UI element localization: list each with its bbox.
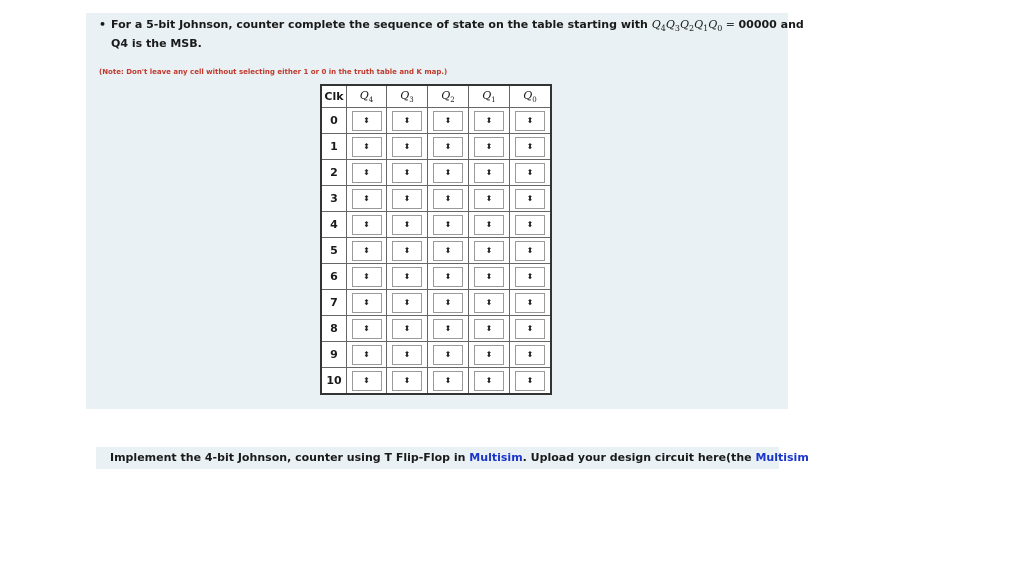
- table-row: [321, 264, 551, 290]
- state-select[interactable]: [515, 163, 545, 183]
- johnson-truth-table: [320, 84, 552, 395]
- state-select[interactable]: [515, 345, 545, 365]
- q3-cell: [387, 264, 428, 290]
- select-arrows-icon: ⬍: [526, 219, 534, 229]
- select-arrows-icon: ⬍: [403, 271, 411, 281]
- state-select[interactable]: [352, 163, 382, 183]
- q0-cell: [510, 368, 552, 395]
- state-select[interactable]: [474, 111, 504, 131]
- q2-cell: [428, 316, 469, 342]
- q2-cell: [428, 238, 469, 264]
- select-arrows-icon: ⬍: [403, 323, 411, 333]
- select-arrows-icon: ⬍: [403, 193, 411, 203]
- state-select[interactable]: [392, 319, 422, 339]
- select-arrows-icon: ⬍: [363, 193, 370, 203]
- q2-cell: [428, 342, 469, 368]
- clk-value: 2: [321, 160, 347, 186]
- select-arrows-icon: ⬍: [403, 167, 411, 177]
- q4-cell: [347, 212, 387, 238]
- table-body: [321, 108, 551, 395]
- state-select[interactable]: [515, 215, 545, 235]
- table-row: [321, 290, 551, 316]
- q4-cell: [347, 186, 387, 212]
- select-arrows-icon: ⬍: [403, 375, 411, 385]
- q4-cell: [347, 316, 387, 342]
- q1-cell: [469, 316, 510, 342]
- q1-cell: [469, 108, 510, 134]
- q1-cell: [469, 342, 510, 368]
- state-select[interactable]: [392, 111, 422, 131]
- select-arrows-icon: ⬍: [485, 271, 493, 281]
- select-arrows-icon: ⬍: [485, 115, 493, 125]
- state-select[interactable]: [515, 189, 545, 209]
- q1-cell: [469, 212, 510, 238]
- select-arrows-icon: ⬍: [444, 219, 452, 229]
- state-select[interactable]: [474, 267, 504, 287]
- state-select[interactable]: [474, 137, 504, 157]
- state-select[interactable]: [474, 293, 504, 313]
- select-arrows-icon: ⬍: [485, 375, 493, 385]
- state-select[interactable]: [433, 267, 463, 287]
- q3-cell: [387, 368, 428, 395]
- q2-cell: [428, 134, 469, 160]
- state-select[interactable]: [392, 189, 422, 209]
- q2-cell: [428, 212, 469, 238]
- q3-cell: [387, 342, 428, 368]
- note-text: (Note: Don't leave any cell without selecting either 1 or 0 in the truth table and K map.): [99, 68, 448, 76]
- state-select[interactable]: [433, 189, 463, 209]
- state-select[interactable]: [352, 215, 382, 235]
- clk-value: 1: [321, 134, 347, 160]
- table-row: [321, 134, 551, 160]
- state-select[interactable]: [474, 163, 504, 183]
- q1-cell: [469, 134, 510, 160]
- state-select[interactable]: [352, 241, 382, 261]
- select-arrows-icon: ⬍: [363, 245, 370, 255]
- state-select[interactable]: [433, 137, 463, 157]
- select-arrows-icon: ⬍: [526, 193, 534, 203]
- state-select[interactable]: [433, 371, 463, 391]
- q4-cell: [347, 290, 387, 316]
- state-select[interactable]: [392, 345, 422, 365]
- state-select[interactable]: [474, 241, 504, 261]
- select-arrows-icon: ⬍: [444, 245, 452, 255]
- q2-cell: [428, 108, 469, 134]
- q4-cell: [347, 264, 387, 290]
- select-arrows-icon: ⬍: [363, 219, 370, 229]
- state-select[interactable]: [515, 319, 545, 339]
- state-select[interactable]: [433, 345, 463, 365]
- q0-cell: [510, 290, 552, 316]
- q3-cell: [387, 212, 428, 238]
- select-arrows-icon: ⬍: [403, 297, 411, 307]
- q2-cell: [428, 290, 469, 316]
- state-select[interactable]: [433, 293, 463, 313]
- q3-cell: [387, 134, 428, 160]
- bullet: •: [99, 18, 107, 31]
- clk-value: 7: [321, 290, 347, 316]
- table-row: [321, 342, 551, 368]
- q1-cell: [469, 290, 510, 316]
- select-arrows-icon: ⬍: [403, 349, 411, 359]
- q1-header: $Q_1$: [469, 85, 510, 108]
- q3-cell: [387, 108, 428, 134]
- state-select[interactable]: [515, 267, 545, 287]
- select-arrows-icon: ⬍: [363, 349, 370, 359]
- select-arrows-icon: ⬍: [444, 271, 452, 281]
- q3-cell: [387, 316, 428, 342]
- select-arrows-icon: ⬍: [526, 167, 534, 177]
- select-arrows-icon: ⬍: [363, 141, 370, 151]
- select-arrows-icon: ⬍: [526, 141, 534, 151]
- state-select[interactable]: [474, 189, 504, 209]
- q1-cell: [469, 368, 510, 395]
- select-arrows-icon: ⬍: [444, 141, 452, 151]
- q4-cell: [347, 134, 387, 160]
- state-select[interactable]: [433, 215, 463, 235]
- state-select[interactable]: [352, 137, 382, 157]
- select-arrows-icon: ⬍: [444, 167, 452, 177]
- state-select[interactable]: [352, 319, 382, 339]
- select-arrows-icon: ⬍: [526, 349, 534, 359]
- clk-value: 5: [321, 238, 347, 264]
- state-select[interactable]: [392, 241, 422, 261]
- clk-value: 10: [321, 368, 347, 395]
- q0-cell: [510, 134, 552, 160]
- state-select[interactable]: [392, 137, 422, 157]
- q3-cell: [387, 290, 428, 316]
- state-select[interactable]: [433, 111, 463, 131]
- q0-cell: [510, 238, 552, 264]
- q1-cell: [469, 238, 510, 264]
- clk-value: 8: [321, 316, 347, 342]
- state-select[interactable]: [433, 319, 463, 339]
- select-arrows-icon: ⬍: [444, 193, 452, 203]
- q2-cell: [428, 186, 469, 212]
- implement-text: Implement the 4-bit Johnson, counter using T Flip-Flop in Multisim. Upload your design circuit here(the Multisim: [110, 451, 809, 464]
- table-row: [321, 368, 551, 395]
- q1-cell: [469, 186, 510, 212]
- state-select[interactable]: [352, 371, 382, 391]
- multisim-link-2[interactable]: Multisim: [755, 451, 809, 464]
- state-select[interactable]: [433, 241, 463, 261]
- state-select[interactable]: [352, 293, 382, 313]
- q0-cell: [510, 212, 552, 238]
- q3-cell: [387, 160, 428, 186]
- table-row: [321, 238, 551, 264]
- state-select[interactable]: [392, 371, 422, 391]
- state-select[interactable]: [392, 293, 422, 313]
- clk-value: 0: [321, 108, 347, 134]
- select-arrows-icon: ⬍: [485, 193, 493, 203]
- state-select[interactable]: [433, 163, 463, 183]
- select-arrows-icon: ⬍: [403, 115, 411, 125]
- select-arrows-icon: ⬍: [363, 375, 370, 385]
- select-arrows-icon: ⬍: [444, 115, 452, 125]
- state-select[interactable]: [474, 345, 504, 365]
- select-arrows-icon: ⬍: [485, 323, 493, 333]
- select-arrows-icon: ⬍: [444, 349, 452, 359]
- multisim-link[interactable]: Multisim: [469, 451, 523, 464]
- select-arrows-icon: ⬍: [444, 375, 452, 385]
- clk-value: 3: [321, 186, 347, 212]
- select-arrows-icon: ⬍: [444, 297, 452, 307]
- select-arrows-icon: ⬍: [485, 219, 493, 229]
- select-arrows-icon: ⬍: [444, 323, 452, 333]
- q4-cell: [347, 108, 387, 134]
- select-arrows-icon: ⬍: [363, 271, 370, 281]
- select-arrows-icon: ⬍: [526, 271, 534, 281]
- q0-cell: [510, 160, 552, 186]
- q4-header: $Q_4$: [347, 85, 387, 108]
- state-select[interactable]: [515, 293, 545, 313]
- state-select[interactable]: [474, 319, 504, 339]
- q0-cell: [510, 186, 552, 212]
- select-arrows-icon: ⬍: [363, 323, 370, 333]
- table-row: [321, 316, 551, 342]
- state-select[interactable]: [474, 371, 504, 391]
- state-select[interactable]: [474, 215, 504, 235]
- table-row: [321, 108, 551, 134]
- state-select[interactable]: [515, 241, 545, 261]
- select-arrows-icon: ⬍: [526, 323, 534, 333]
- state-select[interactable]: [392, 215, 422, 235]
- state-select[interactable]: [352, 189, 382, 209]
- q3-cell: [387, 238, 428, 264]
- clk-value: 9: [321, 342, 347, 368]
- q1-cell: [469, 160, 510, 186]
- q1-cell: [469, 264, 510, 290]
- select-arrows-icon: ⬍: [526, 375, 534, 385]
- state-select[interactable]: [392, 163, 422, 183]
- q4-cell: [347, 238, 387, 264]
- question-text: For a 5-bit Johnson, counter complete the sequence of state on the table starting with $Q_4Q_3Q_2Q_1Q_0 = 00000$ and: [111, 18, 804, 34]
- state-select[interactable]: [352, 111, 382, 131]
- state-select[interactable]: [352, 345, 382, 365]
- state-select[interactable]: [515, 111, 545, 131]
- state-select[interactable]: [392, 267, 422, 287]
- select-arrows-icon: ⬍: [363, 167, 370, 177]
- question-text-line2: Q4 is the MSB.: [111, 37, 202, 50]
- select-arrows-icon: ⬍: [526, 297, 534, 307]
- q4-cell: [347, 342, 387, 368]
- clk-header: Clk: [321, 85, 347, 108]
- select-arrows-icon: ⬍: [485, 141, 493, 151]
- q2-cell: [428, 368, 469, 395]
- select-arrows-icon: ⬍: [526, 245, 534, 255]
- clk-value: 6: [321, 264, 347, 290]
- select-arrows-icon: ⬍: [485, 349, 493, 359]
- select-arrows-icon: ⬍: [363, 297, 370, 307]
- select-arrows-icon: ⬍: [526, 115, 534, 125]
- select-arrows-icon: ⬍: [485, 167, 493, 177]
- select-arrows-icon: ⬍: [363, 115, 370, 125]
- select-arrows-icon: ⬍: [403, 219, 411, 229]
- q4-cell: [347, 160, 387, 186]
- state-select[interactable]: [515, 137, 545, 157]
- select-arrows-icon: ⬍: [485, 297, 493, 307]
- q3-cell: [387, 186, 428, 212]
- state-select[interactable]: [515, 371, 545, 391]
- q0-cell: [510, 342, 552, 368]
- table-row: [321, 212, 551, 238]
- select-arrows-icon: ⬍: [403, 245, 411, 255]
- select-arrows-icon: ⬍: [403, 141, 411, 151]
- q0-cell: [510, 264, 552, 290]
- q2-cell: [428, 264, 469, 290]
- q2-cell: [428, 160, 469, 186]
- math-expression: $Q_4Q_3Q_2Q_1Q_0$ =: [651, 18, 739, 34]
- table-row: [321, 186, 551, 212]
- state-select[interactable]: [352, 267, 382, 287]
- clk-value: 4: [321, 212, 347, 238]
- q0-cell: [510, 316, 552, 342]
- q3-header: $Q_3$: [387, 85, 428, 108]
- q2-header: $Q_2$: [428, 85, 469, 108]
- q4-cell: [347, 368, 387, 395]
- q0-cell: [510, 108, 552, 134]
- table-header-row: [321, 85, 551, 108]
- table-row: [321, 160, 551, 186]
- select-arrows-icon: ⬍: [485, 245, 493, 255]
- q0-header: $Q_0$: [510, 85, 552, 108]
